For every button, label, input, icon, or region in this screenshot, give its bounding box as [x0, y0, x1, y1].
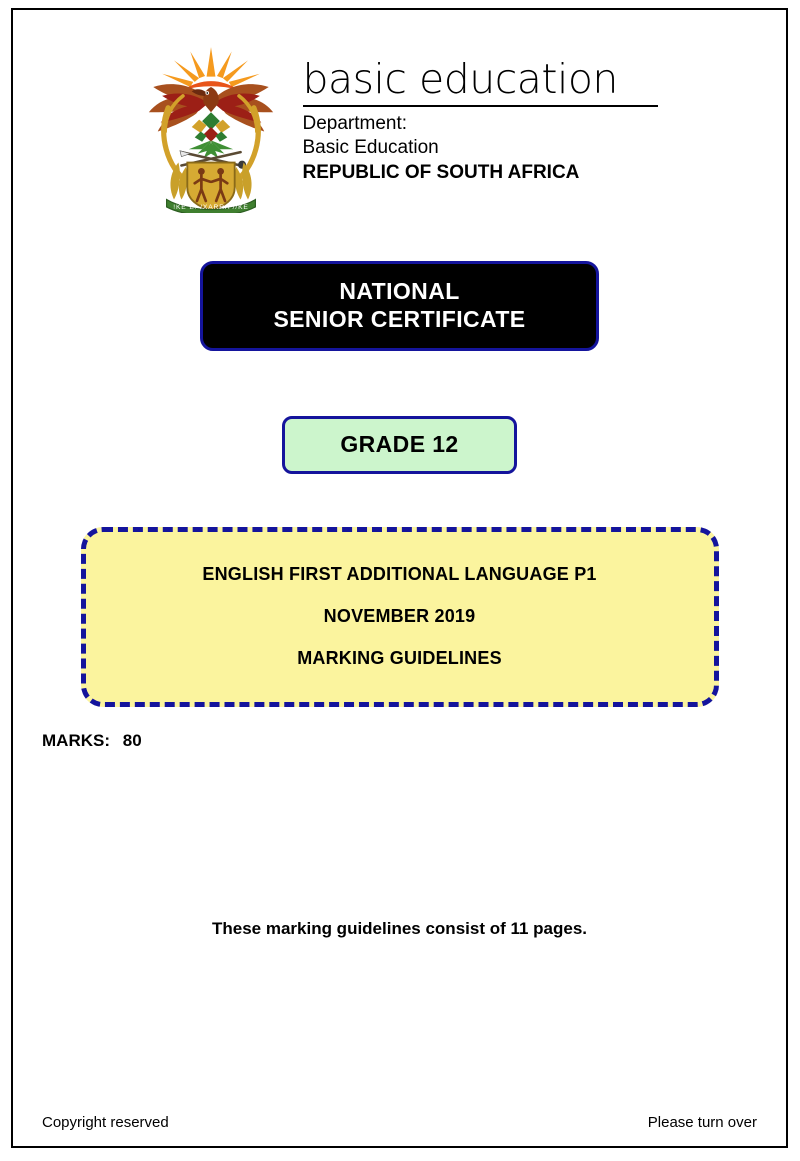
grade-badge-label: GRADE 12: [340, 431, 459, 458]
grade-badge-container: [14, 416, 785, 474]
certificate-badge-line-1: NATIONAL: [339, 278, 460, 304]
masthead-text-block: [303, 41, 663, 185]
page-count-note: These marking guidelines consist of 11 pages.: [211, 919, 588, 939]
department-name: Basic Education: [302, 137, 439, 159]
marks-value: 80: [122, 731, 142, 751]
country-name: REPUBLIC OF SOUTH AFRICA: [302, 161, 580, 183]
page-footer: [42, 1114, 757, 1131]
marks-row: [14, 731, 785, 751]
document-type: MARKING GUIDELINES: [297, 648, 502, 669]
grade-badge: [282, 416, 516, 474]
exam-session: NOVEMBER 2019: [323, 606, 476, 627]
footer-copyright: Copyright reserved: [42, 1114, 169, 1131]
subject-details-box: [81, 527, 719, 707]
brand-underline-rule: [303, 105, 658, 107]
brand-wordmark: basic education: [302, 55, 618, 103]
subject-name: ENGLISH FIRST ADDITIONAL LANGUAGE P1: [202, 564, 597, 585]
south-african-coat-of-arms-icon: [137, 41, 285, 213]
svg-text:!KE E: /XARRA //KE: !KE E: /XARRA //KE: [172, 204, 249, 212]
masthead: [14, 11, 785, 213]
certificate-badge-line-2: SENIOR CERTIFICATE: [273, 306, 526, 333]
footer-turn-over: Please turn over: [647, 1114, 757, 1131]
department-label: Department:: [302, 113, 408, 134]
marks-label: MARKS:: [42, 731, 110, 751]
subject-box-container: [14, 527, 785, 707]
national-senior-certificate-badge: [200, 261, 598, 351]
certificate-badge-container: [14, 261, 785, 351]
page-content: [14, 11, 785, 1145]
